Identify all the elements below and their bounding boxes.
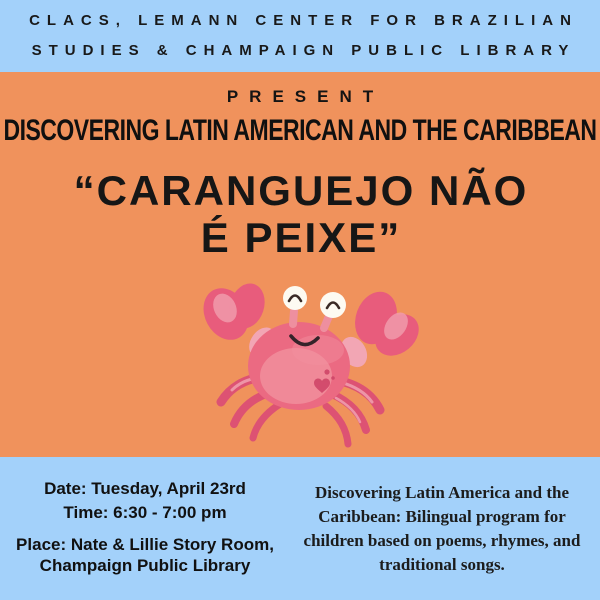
event-place xyxy=(0,534,290,576)
organizer-banner xyxy=(0,0,600,72)
program-name: DISCOVERING LATIN AMERICAN AND THE CARIBBEAN xyxy=(3,113,597,147)
info-section xyxy=(0,457,600,600)
organizer-line-2: STUDIES & CHAMPAIGN PUBLIC LIBRARY xyxy=(31,42,576,59)
organizer-line-1: CLACS, LEMANN CENTER FOR BRAZILIAN xyxy=(29,12,578,29)
crab-body xyxy=(248,322,350,410)
crab-illustration xyxy=(196,278,428,454)
event-description xyxy=(290,457,600,600)
event-title xyxy=(0,167,600,261)
event-title-line-1: “CARANGUEJO NÃO xyxy=(73,167,529,214)
event-details xyxy=(0,457,290,600)
main-section xyxy=(0,72,600,457)
event-time: Time: 6:30 - 7:00 pm xyxy=(63,503,227,522)
present-label: PRESENT xyxy=(226,87,385,106)
description-line: Caribbean: Bilingual program for xyxy=(318,507,566,526)
description-line: Discovering Latin America and the xyxy=(314,483,570,502)
event-place-line-1: Place: Nate & Lillie Story Room, xyxy=(16,535,274,554)
event-date: Date: Tuesday, April 23rd xyxy=(44,479,246,498)
description-line: children based on poems, rhymes, and xyxy=(303,531,581,550)
description-line: traditional songs. xyxy=(379,555,505,574)
event-place-line-2: Champaign Public Library xyxy=(39,556,251,575)
event-title-line-2: É PEIXE” xyxy=(200,214,402,261)
